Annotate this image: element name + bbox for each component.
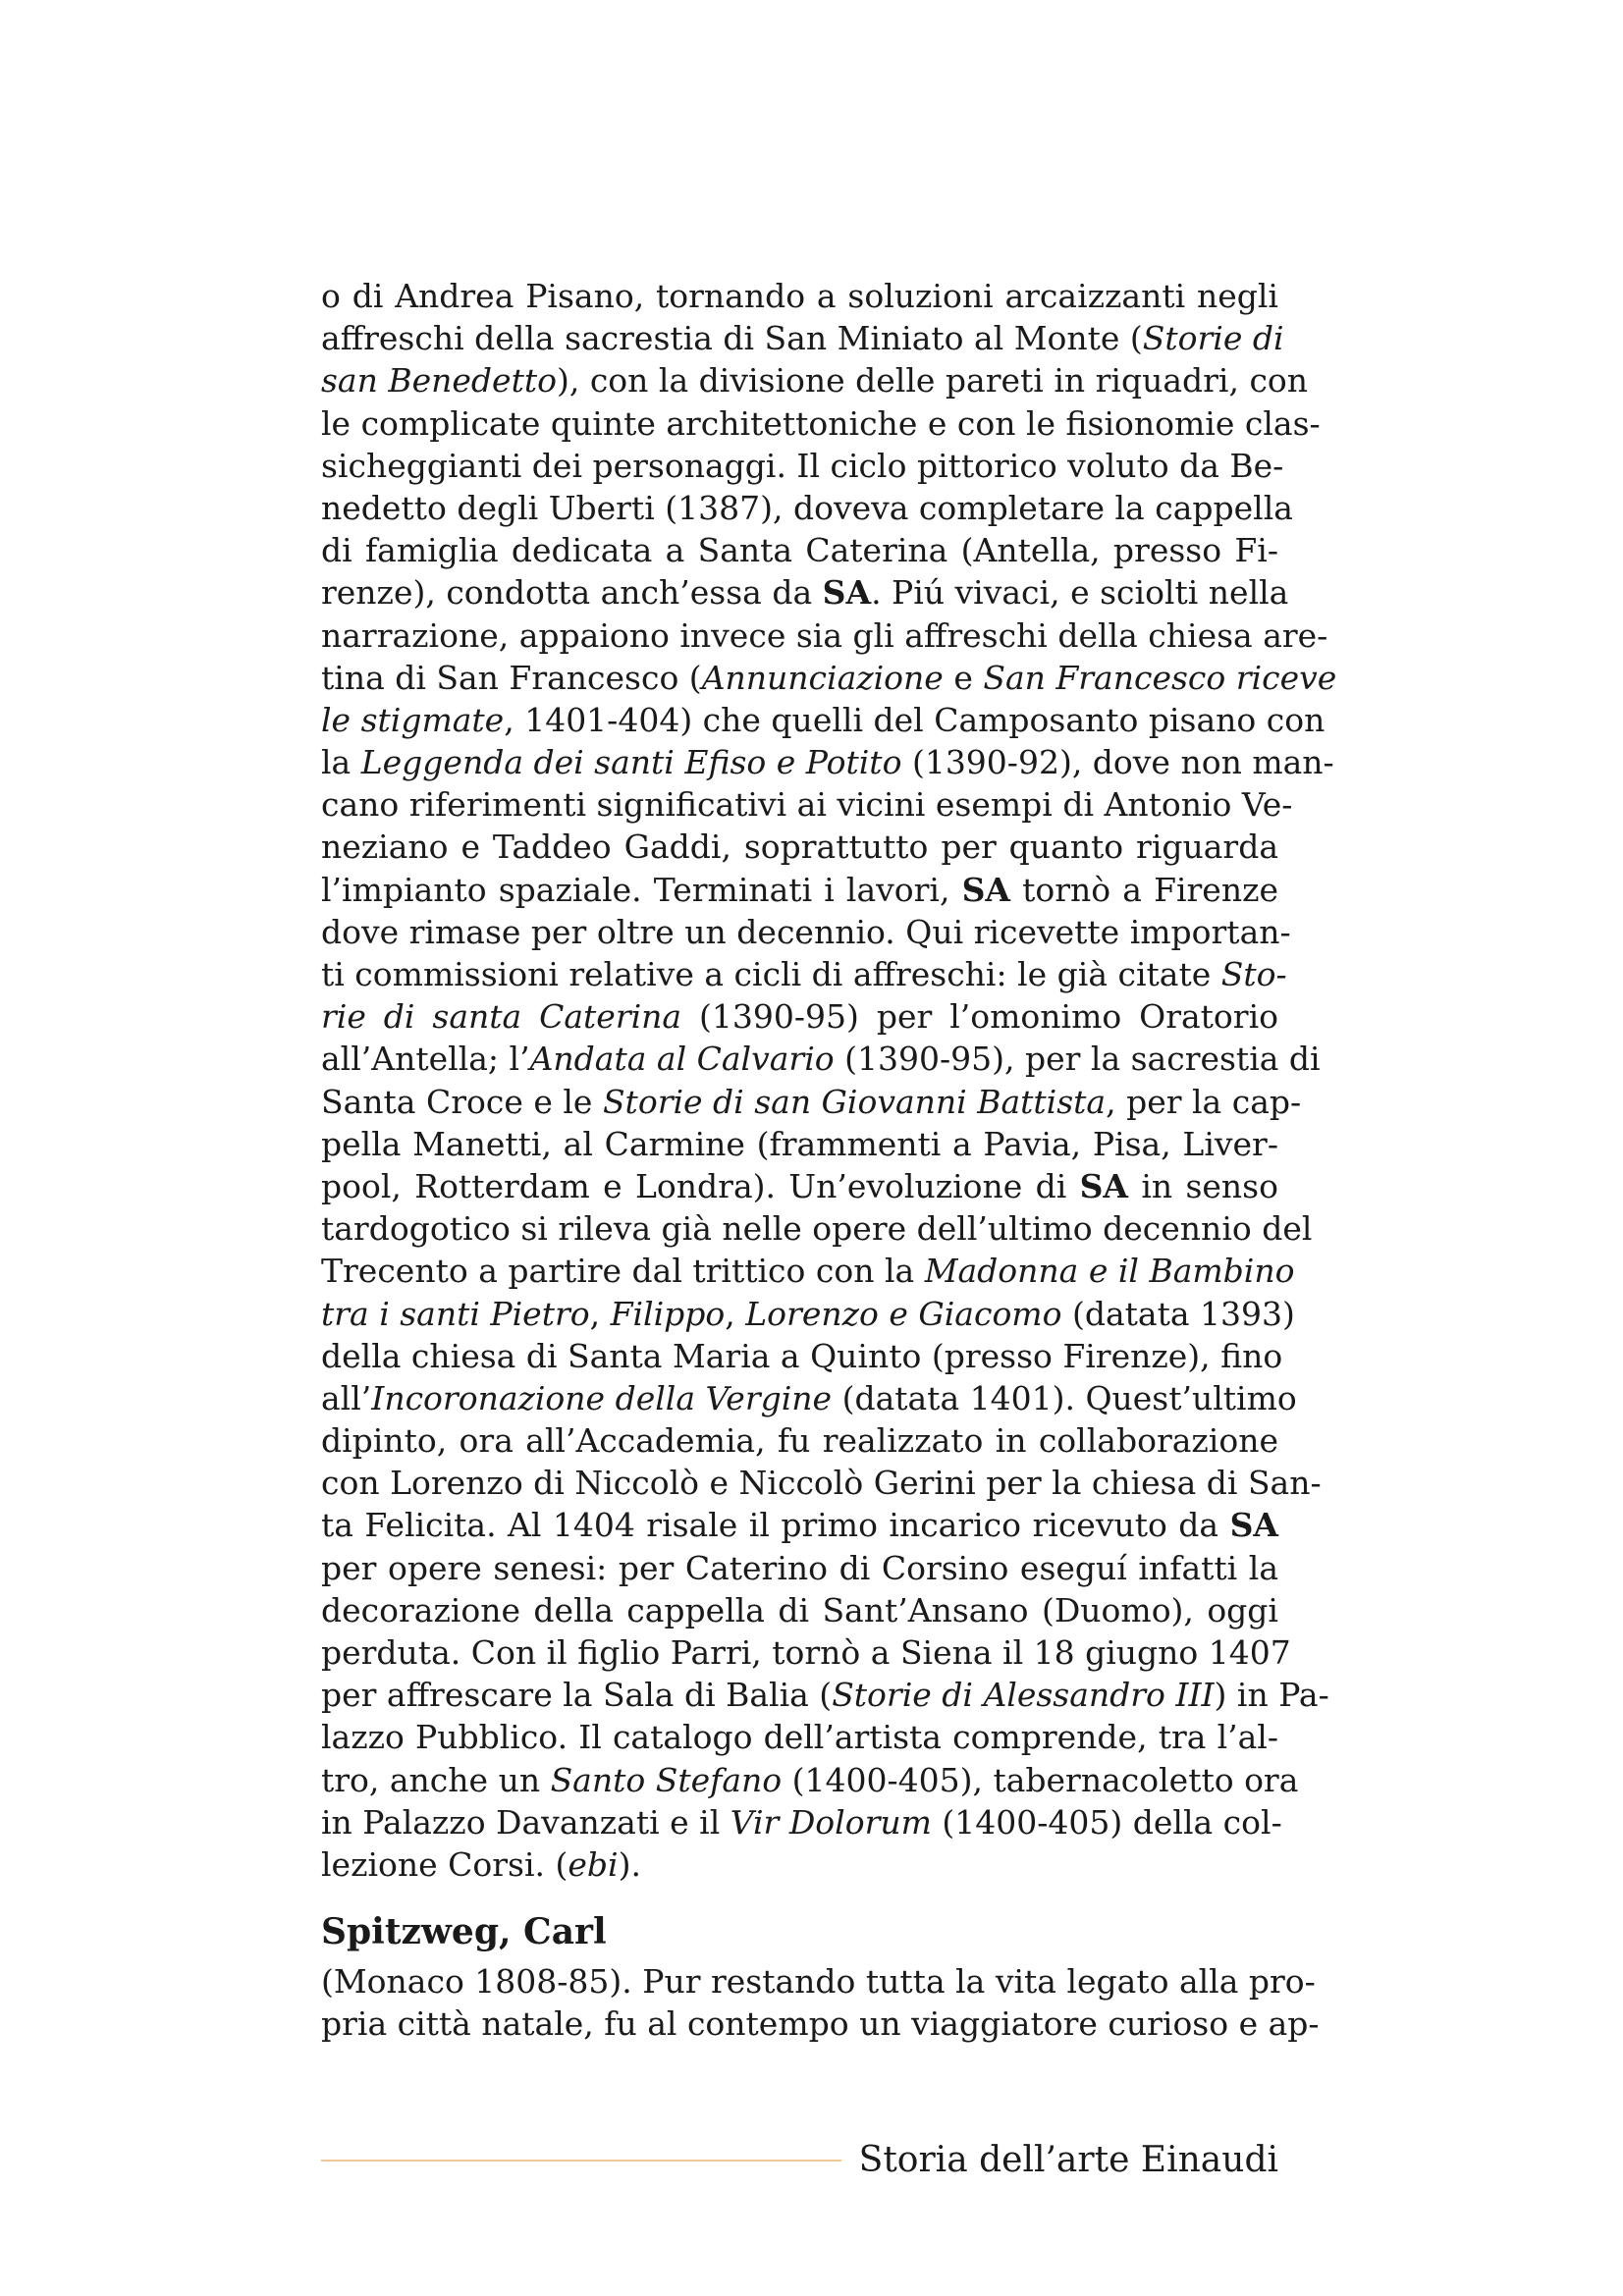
- entry-heading: Spitzweg, Carl: [321, 1911, 607, 1953]
- text-line: [321, 1335, 1283, 1377]
- italic-title: Sto-: [1220, 955, 1287, 993]
- text-line: [321, 1038, 1321, 1080]
- text-line: [321, 317, 1284, 359]
- text-run: (1390-95) per l’omonimo Oratorio: [681, 997, 1278, 1037]
- text-line: [321, 359, 1309, 401]
- text-run: pria città natale, fu al contempo un viaggiatore curioso e ap-: [321, 2004, 1320, 2044]
- italic-title: Andata al Calvario: [529, 1040, 835, 1079]
- text-run: tardogotico si rileva già nelle opere dell’ultimo decennio del: [321, 1209, 1313, 1249]
- text-run: (1390-95), per la sacrestia di: [834, 1040, 1321, 1079]
- text-run: . Piú vivaci, e sciolti nella: [871, 573, 1289, 613]
- text-run: sicheggianti dei personaggi. Il ciclo pittorico voluto da Be-: [321, 446, 1284, 485]
- text-line: [321, 529, 1278, 571]
- text-run: in senso: [1128, 1166, 1278, 1205]
- text-line: [321, 1081, 1302, 1123]
- italic-title: Santo Stefano: [550, 1760, 783, 1799]
- text-line: [321, 869, 1278, 911]
- text-run: (datata 1401). Quest’ultimo: [832, 1378, 1297, 1417]
- text-run: dipinto, ora all’Accademia, fu realizzato in collaborazione: [321, 1421, 1278, 1461]
- text-line: [321, 487, 1293, 529]
- text-line: [321, 741, 1334, 783]
- text-run: ,: [725, 1294, 746, 1333]
- text-run: (1400-405), tabernacoletto ora: [782, 1760, 1299, 1799]
- text-run: ti commissioni relative a cicli di affreschi: le già citate: [321, 955, 1221, 993]
- text-run: e: [943, 658, 984, 697]
- text-line: [321, 1462, 1322, 1504]
- footer-rule: [321, 2160, 841, 2162]
- italic-title: Filippo: [610, 1294, 726, 1333]
- text-line: [321, 953, 1287, 995]
- text-run: affreschi della sacrestia di San Miniato al Monte (: [321, 319, 1143, 358]
- text-run: decorazione della cappella di Sant’Ansano (Duomo), oggi: [321, 1590, 1278, 1629]
- text-run: ta Felicita. Al 1404 risale il primo incarico ricevuto da: [321, 1506, 1230, 1545]
- text-line: [321, 1165, 1278, 1207]
- text-line: [321, 402, 1321, 445]
- italic-title: Incoronazione della Vergine: [371, 1378, 833, 1417]
- italic-title: Storie di: [1142, 319, 1284, 358]
- text-run: della chiesa di Santa Maria a Quinto (presso Firenze), fino: [321, 1336, 1283, 1375]
- text-line: [321, 275, 1278, 317]
- text-line: [321, 445, 1284, 487]
- italic-title: Madonna e il Bambino: [924, 1252, 1295, 1291]
- italic-title: Vir Dolorum: [730, 1802, 932, 1842]
- text-run: narrazione, appaiono invece sia gli affreschi della chiesa are-: [321, 615, 1328, 655]
- text-run: perduta. Con il figlio Parri, tornò a Siena il 18 giugno 1407: [321, 1633, 1291, 1672]
- italic-title: Storie di Alessandro III: [832, 1676, 1215, 1715]
- text-line: [321, 1504, 1278, 1546]
- text-line: [321, 1250, 1295, 1292]
- text-run: per opere senesi: per Caterino di Corsino eseguí infatti la: [321, 1548, 1278, 1587]
- text-run: , 1401-404) che quelli del Camposanto pisano con: [504, 700, 1325, 739]
- italic-title: ebi: [568, 1844, 619, 1884]
- text-run: Trecento a partire dal trittico con la: [321, 1252, 925, 1291]
- text-line: [321, 699, 1325, 741]
- text-run: Santa Croce e le: [321, 1082, 603, 1121]
- text-run: all’Antella; l’: [321, 1040, 530, 1079]
- italic-title: San Francesco riceve: [983, 658, 1337, 697]
- italic-title: Leggenda dei santi Efiso e Potito: [360, 743, 902, 782]
- text-run: (1400-405) della col-: [931, 1802, 1282, 1842]
- text-line: [321, 995, 1278, 1038]
- text-run: tina di San Francesco (: [321, 658, 702, 697]
- italic-title: Storie di san Giovanni Battista: [602, 1082, 1107, 1121]
- page-footer: [321, 2136, 1278, 2185]
- italic-title: Lorenzo e Giacomo: [745, 1294, 1062, 1333]
- text-line: [321, 1377, 1297, 1419]
- text-line: [321, 1716, 1278, 1758]
- text-run: (1390-92), dove non man-: [901, 743, 1334, 782]
- text-line: [321, 1123, 1278, 1165]
- text-run: renze), condotta anch’essa da: [321, 573, 823, 613]
- text-line: [321, 1589, 1278, 1631]
- text-run: tro, anche un: [321, 1760, 551, 1799]
- page-text: [321, 275, 1337, 2046]
- italic-title: le stigmate: [321, 700, 505, 739]
- text-line: [321, 1674, 1329, 1716]
- text-line: [321, 571, 1289, 614]
- artist-abbreviation: SA: [1079, 1166, 1129, 1205]
- text-run: ,: [589, 1294, 611, 1333]
- text-run: (datata 1393): [1061, 1294, 1295, 1333]
- italic-title: rie di santa Caterina: [321, 997, 682, 1037]
- text-run: pool, Rotterdam e Londra). Un’evoluzione di: [321, 1166, 1080, 1205]
- text-run: ), con la divisione delle pareti in riquadri, con: [556, 361, 1309, 400]
- text-line: [321, 1631, 1291, 1674]
- entry-intro-text: [321, 1960, 1320, 2045]
- text-run: dove rimase per oltre un decennio. Qui ricevette importan-: [321, 912, 1291, 951]
- text-line: [321, 1843, 1278, 1886]
- text-run: o di Andrea Pisano, tornando a soluzioni arcaizzanti negli: [321, 277, 1278, 315]
- italic-title: Annunciazione: [701, 658, 944, 697]
- artist-abbreviation: SA: [1229, 1506, 1278, 1545]
- text-run: neziano e Taddeo Gaddi, soprattutto per quanto riguarda: [321, 828, 1278, 867]
- text-run: l’impianto spaziale. Terminati i lavori,: [321, 870, 962, 909]
- text-run: all’: [321, 1378, 372, 1417]
- italic-title: san Benedetto: [321, 361, 557, 400]
- artist-abbreviation: SA: [961, 870, 1011, 909]
- text-line: [321, 1960, 1316, 2002]
- text-line: [321, 826, 1278, 868]
- text-line: [321, 657, 1337, 699]
- text-line: [321, 783, 1293, 826]
- text-run: per affrescare la Sala di Balia (: [321, 1676, 833, 1715]
- text-run: ) in Pa-: [1214, 1676, 1329, 1715]
- text-run: in Palazzo Davanzati e il: [321, 1802, 730, 1842]
- text-run: cano riferimenti significativi ai vicini esempi di Antonio Ve-: [321, 785, 1293, 825]
- text-line: [321, 1293, 1295, 1335]
- footer-title: Storia dell’arte Einaudi: [858, 2140, 1278, 2180]
- text-run: con Lorenzo di Niccolò e Niccolò Gerini per la chiesa di San-: [321, 1464, 1322, 1503]
- text-run: nedetto degli Uberti (1387), doveva completare la cappella: [321, 488, 1293, 527]
- text-line: [321, 1801, 1282, 1843]
- text-line: [321, 614, 1328, 657]
- text-line: [321, 1759, 1299, 1801]
- text-run: , per la cap-: [1106, 1082, 1302, 1121]
- text-run: lezione Corsi. (: [321, 1844, 568, 1884]
- text-run: la: [321, 743, 361, 782]
- text-line: [321, 1207, 1313, 1250]
- text-line: [321, 1547, 1278, 1589]
- text-run: di famiglia dedicata a Santa Caterina (Antella, presso Fi-: [321, 531, 1278, 570]
- text-line: [321, 1419, 1278, 1462]
- artist-abbreviation: SA: [822, 573, 872, 613]
- text-line: [321, 911, 1291, 953]
- text-run: (Monaco 1808-85). Pur restando tutta la vita legato alla pro-: [321, 1962, 1316, 2002]
- text-run: pella Manetti, al Carmine (frammenti a Pavia, Pisa, Liver-: [321, 1124, 1278, 1163]
- text-run: lazzo Pubblico. Il catalogo dell’artista comprende, tra l’al-: [321, 1718, 1278, 1757]
- text-run: ).: [618, 1844, 641, 1884]
- text-line: [321, 2002, 1320, 2045]
- italic-title: tra i santi Pietro: [321, 1294, 590, 1333]
- text-run: le complicate quinte architettoniche e con le fisionomie clas-: [321, 403, 1321, 443]
- entry-body-text: [321, 275, 1337, 1886]
- text-run: tornò a Firenze: [1010, 870, 1279, 909]
